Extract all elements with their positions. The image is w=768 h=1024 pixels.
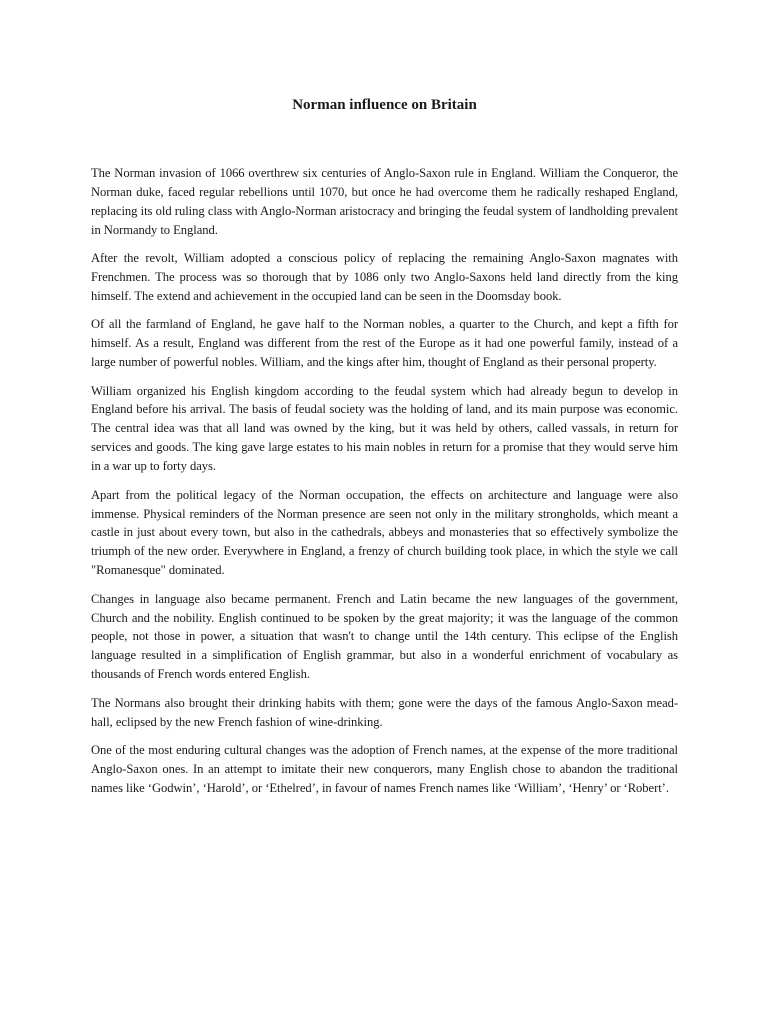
- paragraph-after-revolt: After the revolt, William adopted a conscious policy of replacing the remaining Anglo-Saxon magnates with Frenchmen. The process was so thorough that by 1086 only two Anglo-Saxons held land directly from the king himself. The extend and achievement in the occupied land can be seen in the Doomsday book.: [91, 251, 678, 303]
- paragraph-feudal-system: William organized his English kingdom according to the feudal system which had already begun to develop in England before his arrival. The basis of feudal society was the holding of land, and its main purpose was economic. The central idea was that all land was owned by the king, but it was held by others, called vassals, in return for services and goods. The king gave large estates to his main nobles in return for a promise that they would serve him in a war up to forty days.: [91, 383, 678, 474]
- paragraph-french-names: One of the most enduring cultural changes was the adoption of French names, at the expense of the more traditional Anglo-Saxon ones. In an attempt to imitate their new conquerors, many English chose to abandon the traditional names like ‘Godwin’, ‘Harold’, or ‘Ethelred’, in favour of names French names like ‘William’, ‘Henry’ or ‘Robert’.: [91, 742, 678, 795]
- paragraph-language: Changes in language also became permanent. French and Latin became the new languages of the government, Church and the nobility. English continued to be spoken by the great majority; it was the language of the common people, not those in power, a situation that wasn't to change until the 14th century. This eclipse of the English language resulted in a simplification of English grammar, but also in a wonderful enrichment of vocabulary as thousands of French words entered English.: [91, 591, 678, 682]
- paragraph-farmland: Of all the farmland of England, he gave half to the Norman nobles, a quarter to the Church, and kept a fifth for himself. As a result, England was different from the rest of the Europe as it had one powerful family, instead of a large number of powerful nobles. William, and the kings after him, thought of England as their personal property.: [91, 317, 678, 370]
- document-title: Norman influence on Britain: [292, 97, 477, 113]
- paragraph-drinking-habits: The Normans also brought their drinking habits with them; gone were the days of the famous Anglo-Saxon mead-hall, eclipsed by the new French fashion of wine-drinking.: [91, 695, 678, 729]
- document-body: [91, 164, 678, 798]
- paragraph-architecture: Apart from the political legacy of the Norman occupation, the effects on architecture and language were also immense. Physical reminders of the Norman presence are seen not only in the military strongholds, which meant a castle in just about every town, but also in the cathedrals, abbeys and monasteries that so effectively symbolize the triumph of the new order. Everywhere in England, a frenzy of church building took place, in which the style we call "Romanesque" dominated.: [91, 487, 678, 578]
- paragraph-norman-invasion: The Norman invasion of 1066 overthrew six centuries of Anglo-Saxon rule in England. William the Conqueror, the Norman duke, faced regular rebellions until 1070, but once he had overcome them he radically reshaped England, replacing its old ruling class with Anglo-Norman aristocracy and bringing the feudal system of landholding prevalent in Normandy to England.: [91, 166, 678, 237]
